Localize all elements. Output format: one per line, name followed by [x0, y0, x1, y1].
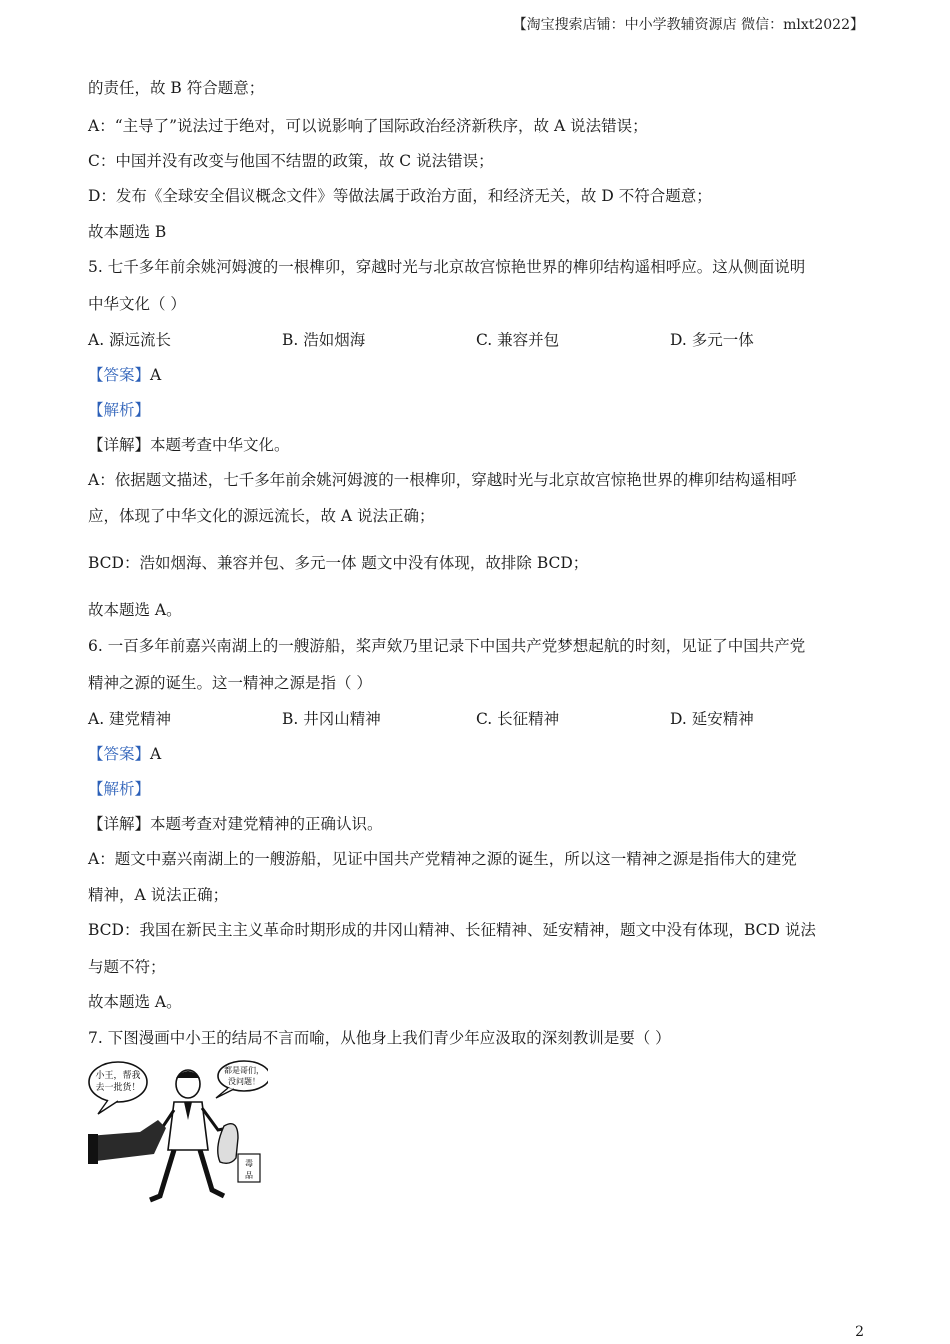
- conclusion-line: 故本题选 A。: [88, 993, 182, 1011]
- question-6-stem-cont: 精神之源的诞生。这一精神之源是指（ ）: [88, 674, 372, 692]
- explanation-line: 精神，A 说法正确；: [88, 886, 229, 904]
- answer-tag: 【答案】: [88, 745, 151, 763]
- explanation-line: BCD：我国在新民主主义革命时期形成的井冈山精神、长征精神、延安精神，题文中没有体现，BCD 说法: [88, 921, 816, 939]
- answer-tag: 【答案】: [88, 366, 151, 384]
- option-a: A. 源远流长: [88, 331, 172, 349]
- question-6-options: [88, 709, 864, 729]
- hand-illustration: [88, 1120, 166, 1162]
- analysis-tag: 【解析】: [88, 780, 151, 798]
- question-5-stem: 5. 七千多年前余姚河姆渡的一根榫卯，穿越时光与北京故宫惊艳世界的榫卯结构遥相呼应。这从侧面说明: [88, 258, 806, 276]
- explanation-line: BCD：浩如烟海、兼容并包、多元一体 题文中没有体现，故排除 BCD；: [88, 554, 589, 572]
- explanation-line: 与题不符；: [88, 958, 166, 976]
- drug-label-text-1: 毒: [245, 1159, 253, 1168]
- answer-value: A: [150, 366, 162, 384]
- explanation-line: 应，体现了中华文化的源远流长，故 A 说法正确；: [88, 507, 435, 525]
- option-c: C. 长征精神: [476, 710, 560, 728]
- drug-label-text-2: 品: [245, 1171, 253, 1180]
- option-d: D. 延安精神: [670, 710, 754, 728]
- bubble-left-text-2: 去一批货！: [95, 1083, 141, 1093]
- detail-tag: 【详解】: [88, 815, 151, 833]
- option-b: B. 浩如烟海: [282, 331, 366, 349]
- text-line: A：“主导了”说法过于绝对，可以说影响了国际政治经济新秩序，故 A 说法错误；: [88, 117, 648, 135]
- question-7-stem: 7. 下图漫画中小王的结局不言而喻，从他身上我们青少年应汲取的深刻教训是要（ ）: [88, 1029, 671, 1047]
- detail-text: 本题考查中华文化。: [150, 436, 290, 454]
- bubble-right-text-1: 都是哥们，: [224, 1066, 264, 1075]
- option-a: A. 建党精神: [88, 710, 172, 728]
- answer-line: [88, 744, 161, 764]
- question-5-stem-cont: 中华文化（ ）: [88, 295, 186, 313]
- page-number: 2: [855, 1324, 864, 1340]
- detail-tag: 【详解】: [88, 436, 151, 454]
- question-5-options: [88, 330, 864, 350]
- answer-value: A: [150, 745, 162, 763]
- answer-line: [88, 365, 161, 385]
- question-6-stem: 6. 一百多年前嘉兴南湖上的一艘游船，桨声欸乃里记录下中国共产党梦想起航的时刻，见证了中国共产党: [88, 637, 806, 655]
- detail-text: 本题考查对建党精神的正确认识。: [150, 815, 383, 833]
- text-line: 故本题选 B: [88, 223, 167, 241]
- detail-line: [88, 435, 290, 455]
- text-line: 的责任，故 B 符合题意；: [88, 79, 265, 97]
- analysis-tag: 【解析】: [88, 401, 151, 419]
- cartoon-illustration: [88, 1058, 268, 1206]
- speech-bubble-left: [89, 1062, 147, 1102]
- detail-line: [88, 814, 383, 834]
- explanation-line: A：题文中嘉兴南湖上的一艘游船，见证中国共产党精神之源的诞生，所以这一精神之源是指伟大的建党: [88, 850, 797, 868]
- text-line: C：中国并没有改变与他国不结盟的政策，故 C 说法错误；: [88, 152, 494, 170]
- bubble-left-text-1: 小王，帮我: [95, 1071, 141, 1081]
- option-b: B. 井冈山精神: [282, 710, 381, 728]
- option-d: D. 多元一体: [670, 331, 754, 349]
- option-c: C. 兼容并包: [476, 331, 560, 349]
- text-line: D：发布《全球安全倡议概念文件》等做法属于政治方面，和经济无关，故 D 不符合题意；: [88, 187, 712, 205]
- explanation-line: A：依据题文描述，七千多年前余姚河姆渡的一根榫卯，穿越时光与北京故宫惊艳世界的榫卯结构遥相呼: [88, 471, 797, 489]
- conclusion-line: 故本题选 A。: [88, 601, 182, 619]
- bubble-right-text-2: 没问题！: [228, 1077, 260, 1086]
- page-header: 【淘宝搜索店铺：中小学教辅资源店 微信：mlxt2022】: [512, 17, 864, 33]
